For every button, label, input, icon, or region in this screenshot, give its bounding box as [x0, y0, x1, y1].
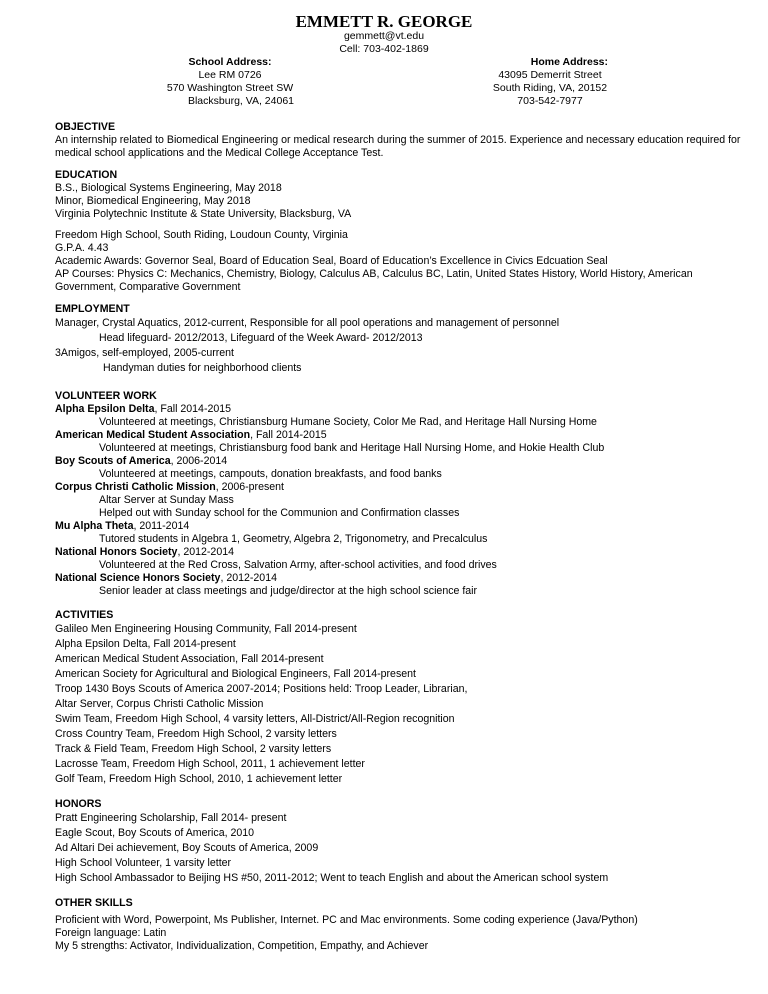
- volunteer-org: [55, 572, 755, 585]
- activity-item: Golf Team, Freedom High School, 2010, 1 achievement letter: [55, 773, 343, 785]
- school-address-line: Lee RM 0726: [198, 69, 262, 81]
- activity-item: Track & Field Team, Freedom High School, 2 varsity letters: [55, 743, 332, 755]
- resume-name: EMMETT R. GEORGE: [295, 12, 473, 31]
- volunteer-detail: Senior leader at class meetings and judge/director at the high school science fair: [99, 585, 478, 597]
- job-title: 3Amigos, self-employed, 2005-current: [55, 347, 235, 359]
- education-line: Virginia Polytechnic Institute & State University, Blacksburg, VA: [55, 208, 352, 220]
- volunteer-detail: Altar Server at Sunday Mass: [99, 494, 234, 506]
- volunteer-org-date: , Fall 2014-2015: [250, 429, 327, 441]
- volunteer-org-date: , 2006-2014: [170, 455, 228, 467]
- activity-item: Lacrosse Team, Freedom High School, 2011, 1 achievement letter: [55, 758, 365, 770]
- volunteer-org: [55, 481, 755, 494]
- honor-item: Ad Altari Dei achievement, Boy Scouts of America, 2009: [55, 842, 319, 854]
- school-address: [140, 56, 320, 108]
- skill-item: My 5 strengths: Activator, Individualization, Competition, Empathy, and Achiever: [55, 940, 429, 952]
- activity-item: Alpha Epsilon Delta, Fall 2014-present: [55, 638, 236, 650]
- honor-item: High School Ambassador to Beijing HS #50, 2011-2012; Went to teach English and about the American school system: [55, 872, 609, 884]
- job-title: Manager, Crystal Aquatics, 2012-current, Responsible for all pool operations and management of personnel: [55, 317, 560, 329]
- volunteer-org: [55, 520, 755, 533]
- cell-phone: Cell: 703-402-1869: [339, 43, 429, 55]
- activity-item: Altar Server, Corpus Christi Catholic Mission: [55, 698, 264, 710]
- volunteer-detail: Volunteered at meetings, campouts, donation breakfasts, and food banks: [99, 468, 442, 480]
- volunteer-org-name: Mu Alpha Theta: [55, 520, 134, 532]
- activity-item: Swim Team, Freedom High School, 4 varsity letters, All-District/All-Region recognition: [55, 713, 455, 725]
- education-line: B.S., Biological Systems Engineering, May 2018: [55, 182, 282, 194]
- volunteer-org-date: , 2012-2014: [177, 546, 235, 558]
- other-skills-heading: OTHER SKILLS: [55, 897, 133, 909]
- volunteer-org-name: Corpus Christi Catholic Mission: [55, 481, 216, 493]
- volunteer-org-name: National Science Honors Society: [55, 572, 221, 584]
- honor-item: Pratt Engineering Scholarship, Fall 2014- present: [55, 812, 287, 824]
- job-detail: Handyman duties for neighborhood clients: [103, 362, 302, 374]
- honor-item: Eagle Scout, Boy Scouts of America, 2010: [55, 827, 255, 839]
- home-address-line: South Riding, VA, 20152: [492, 82, 608, 94]
- activity-item: American Society for Agricultural and Biological Engineers, Fall 2014-present: [55, 668, 416, 680]
- education-hs-line: G.P.A. 4.43: [55, 242, 109, 254]
- volunteer-org-name: Alpha Epsilon Delta: [55, 403, 155, 415]
- job-detail: Head lifeguard- 2012/2013, Lifeguard of the Week Award- 2012/2013: [99, 332, 423, 344]
- activity-item: American Medical Student Association, Fall 2014-present: [55, 653, 324, 665]
- education-hs-line: Freedom High School, South Riding, Loudoun County, Virginia: [55, 229, 348, 241]
- volunteer-org: [55, 546, 755, 559]
- honors-heading: HONORS: [55, 798, 102, 810]
- volunteer-org-date: , 2012-2014: [220, 572, 277, 584]
- education-line: Minor, Biomedical Engineering, May 2018: [55, 195, 251, 207]
- skill-item: Proficient with Word, Powerpoint, Ms Publisher, Internet. PC and Mac environments. Some coding experience (Java/Python): [55, 914, 638, 926]
- skill-item: Foreign language: Latin: [55, 927, 167, 939]
- volunteer-detail: Helped out with Sunday school for the Communion and Confirmation classes: [99, 507, 460, 519]
- volunteer-org-date: , Fall 2014-2015: [154, 403, 232, 415]
- education-heading: EDUCATION: [55, 169, 118, 181]
- school-address-label: School Address:: [188, 56, 272, 68]
- volunteer-org-date: , 2006-present: [215, 481, 285, 493]
- activity-item: Troop 1430 Boys Scouts of America 2007-2014; Positions held: Troop Leader, Librarian,: [55, 683, 468, 695]
- home-address-label: Home Address:: [530, 56, 608, 68]
- volunteer-org-date: , 2011-2014: [133, 520, 190, 532]
- ap-courses: AP Courses: Physics C: Mechanics, Chemistry, Biology, Calculus AB, Calculus BC, Latin, United States History, World History, American Government, Comparative Government: [55, 268, 693, 293]
- school-address-line: Blacksburg, VA, 24061: [187, 95, 295, 107]
- resume-body: [55, 121, 755, 953]
- volunteer-org: [55, 403, 755, 416]
- volunteer-detail: Volunteered at the Red Cross, Salvation Army, after-school activities, and food drives: [99, 559, 497, 571]
- volunteer-org-name: National Honors Society: [55, 546, 178, 558]
- objective-heading: OBJECTIVE: [55, 121, 116, 133]
- objective-text: An internship related to Biomedical Engineering or medical research during the summer of 2015. Experience and necessary education required for medical school applications and the Medical College Acceptance Test.: [55, 134, 741, 159]
- email: gemmett@vt.edu: [343, 30, 425, 42]
- school-address-line: 570 Washington Street SW: [166, 82, 294, 94]
- volunteer-org-name: Boy Scouts of America: [55, 455, 171, 467]
- education-hs-line: Academic Awards: Governor Seal, Board of Education Seal, Board of Education’s Excellence in Civics Edcuation Seal: [55, 255, 608, 267]
- volunteer-org: [55, 429, 755, 442]
- volunteer-org-name: American Medical Student Association: [55, 429, 251, 441]
- volunteer-org: [55, 455, 755, 468]
- activity-item: Cross Country Team, Freedom High School, 2 varsity letters: [55, 728, 337, 740]
- home-address-line: 43095 Demerrit Street: [498, 69, 602, 81]
- employment-heading: EMPLOYMENT: [55, 303, 130, 315]
- volunteer-detail: Volunteered at meetings, Christiansburg food bank and Heritage Hall Nursing Home, and Hokie Health Club: [99, 442, 605, 454]
- home-address: [470, 56, 630, 108]
- activity-item: Galileo Men Engineering Housing Community, Fall 2014-present: [55, 623, 357, 635]
- volunteer-detail: Tutored students in Algebra 1, Geometry, Algebra 2, Trigonometry, and Precalculus: [99, 533, 488, 545]
- home-address-line: 703-542-7977: [517, 95, 583, 107]
- volunteer-heading: VOLUNTEER WORK: [55, 390, 157, 402]
- activities-heading: ACTIVITIES: [55, 609, 114, 621]
- honor-item: High School Volunteer, 1 varsity letter: [55, 857, 232, 869]
- volunteer-detail: Volunteered at meetings, Christiansburg Humane Society, Color Me Rad, and Heritage Hall Nursing Home: [99, 416, 597, 428]
